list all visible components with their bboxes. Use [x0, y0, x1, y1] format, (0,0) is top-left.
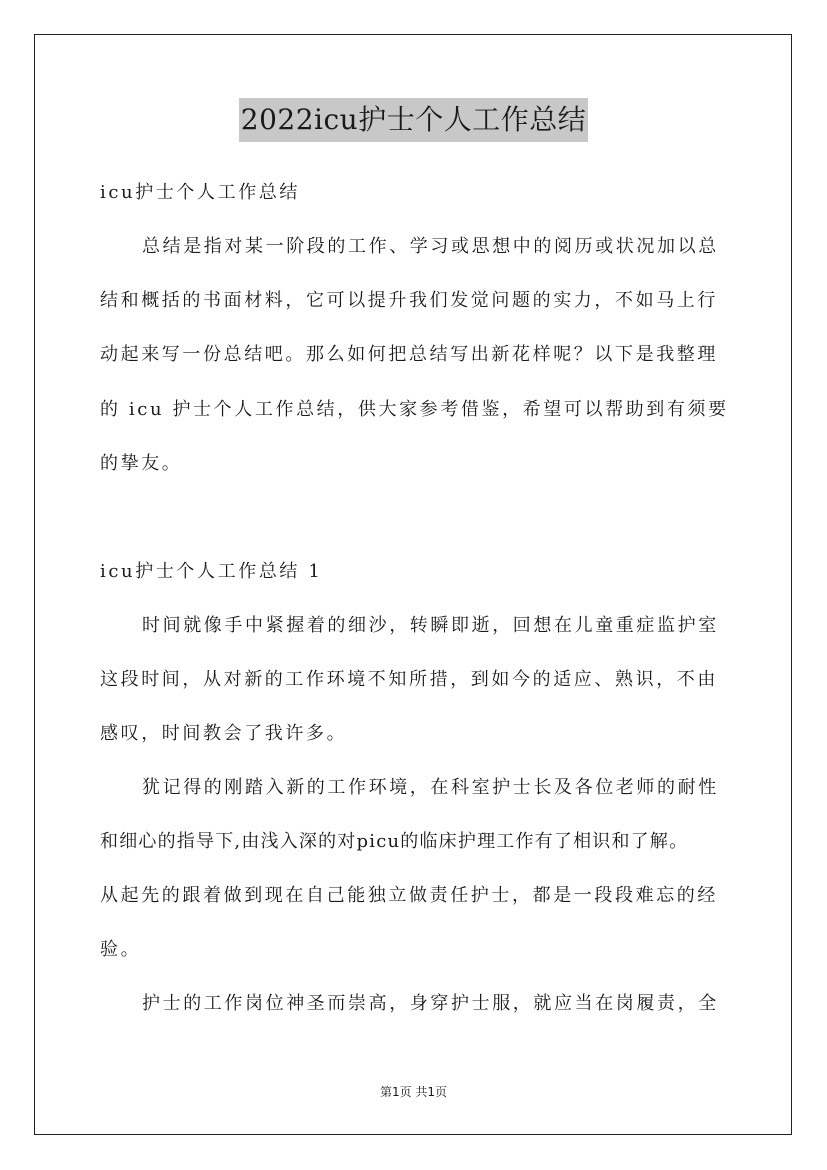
paragraph1-line-2: 这段时间，从对新的工作环境不知所措，到如今的适应、熟识，不由: [100, 669, 718, 690]
paragraph3-line-1: 护士的工作岗位神圣而崇高，身穿护士服，就应当在岗履责，全: [142, 993, 719, 1014]
intro-line-4: 的 icu 护士个人工作总结，供大家参考借鉴，希望可以帮助到有须要: [100, 399, 729, 420]
title-container: [0, 98, 827, 142]
paragraph2-line-4: 验。: [100, 939, 142, 960]
subtitle: icu护士个人工作总结: [100, 182, 301, 203]
intro-line-5: 的挚友。: [100, 453, 183, 474]
paragraph1-line-3: 感叹，时间教会了我许多。: [100, 723, 348, 744]
intro-line-2: 结和概括的书面材料，它可以提升我们发觉问题的实力，不如马上行: [100, 290, 718, 311]
page-footer: 第1页 共1页: [379, 1085, 448, 1099]
section-heading: icu护士个人工作总结 1: [100, 561, 323, 582]
document-title: 2022icu护士个人工作总结: [239, 98, 588, 142]
paragraph2-line-3: 从起先的跟着做到现在自己能独立做责任护士，都是一段段难忘的经: [100, 885, 718, 906]
intro-line-1: 总结是指对某一阶段的工作、学习或思想中的阅历或状况加以总: [142, 236, 719, 257]
intro-line-3: 动起来写一份总结吧。那么如何把总结写出新花样呢？以下是我整理: [100, 344, 718, 365]
paragraph2-line-1: 犹记得的刚踏入新的工作环境，在科室护士长及各位老师的耐性: [142, 777, 719, 798]
paragraph1-line-1: 时间就像手中紧握着的细沙，转瞬即逝，回想在儿童重症监护室: [142, 615, 719, 636]
paragraph2-line-2: 和细心的指导下,由浅入深的对picu的临床护理工作有了相识和了解。: [100, 831, 689, 852]
